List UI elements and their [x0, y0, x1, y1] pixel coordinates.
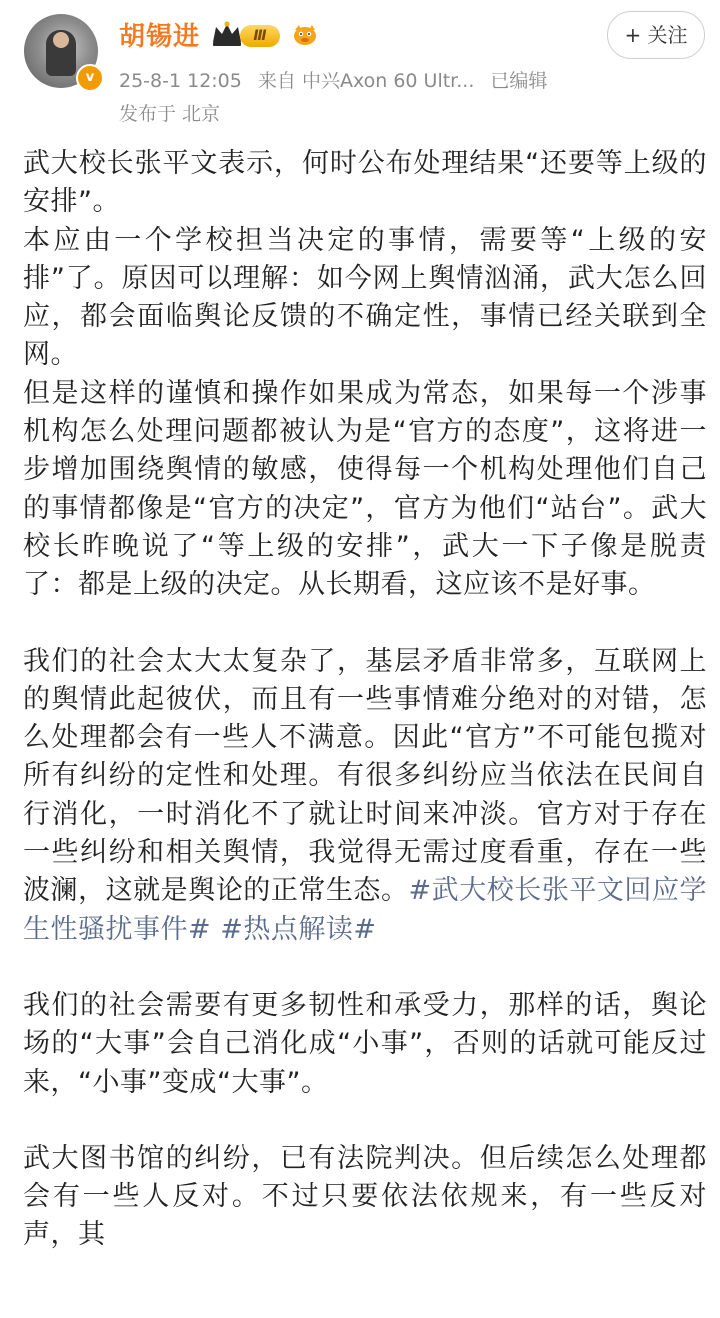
edited-label[interactable]: 已编辑 — [490, 70, 548, 92]
verified-badge-icon: v — [76, 64, 104, 92]
hashtag-link[interactable]: #武大校长张平文回应学生性骚扰事件# — [23, 875, 708, 945]
author-name[interactable]: 胡锡进 — [119, 22, 201, 52]
follow-button[interactable]: + 关注 — [607, 11, 705, 59]
crown-icon — [210, 20, 244, 48]
post-body — [23, 145, 707, 1255]
post-paragraph: 我们的社会需要有更多韧性和承受力，那样的话，舆论场的“大事”会自己消化成“小事”，否则的话就可能反过来，“小事”变成“大事”。 — [23, 989, 707, 1098]
paragraph-text: 我们的社会太大太复杂了，基层矛盾非常多，互联网上的舆情此起彼伏，而且有一些事情难分绝对的对错，怎么处理都会有一些人不满意。因此“官方”不可能包揽对所有纠纷的定性和处理。有很多纠纷应当依法在民间自行消化，一时消化不了就让时间来冲淡。官方对于存在一些纠纷和相关舆情，我觉得无需过度看重，存在一些波澜，这就是舆论的正常生态。 — [23, 645, 707, 907]
post-location: 发布于 北京 — [119, 103, 221, 125]
level-badge: Ⅲ — [240, 25, 280, 47]
hashtag-link[interactable]: #热点解读# — [220, 913, 377, 945]
post-source[interactable]: 来自 中兴Axon 60 Ultr... — [257, 70, 475, 92]
post-paragraph: 武大校长张平文表示，何时公布处理结果“还要等上级的安排”。 — [23, 148, 707, 218]
post-paragraph — [23, 643, 707, 949]
post-meta — [119, 66, 557, 93]
post-paragraph: 本应由一个学校担当决定的事情，需要等“上级的安排”了。原因可以理解：如今网上舆情汹涌，武大怎么回应，都会面临舆论反馈的不确定性，事情已经关联到全网。 — [23, 224, 707, 371]
post-header — [0, 0, 720, 128]
post-date: 25-8-1 12:05 — [119, 70, 242, 92]
post-paragraph: 但是这样的谨慎和操作如果成为常态，如果每一个涉事机构怎么处理问题都被认为是“官方的态度”，这将进一步增加围绕舆情的敏感，使得每一个机构处理他们自己的事情都像是“官方的决定”，官方为他们“站台”。武大校长昨晚说了“等上级的安排”，武大一下子像是脱责了：都是上级的决定。从长期看，这应该不是好事。 — [23, 377, 707, 601]
fish-icon — [290, 20, 320, 50]
post-paragraph: 武大图书馆的纠纷，已有法院判决。但后续怎么处理都会有一些人反对。不过只要依法依规来，有一些反对声，其 — [23, 1142, 707, 1251]
